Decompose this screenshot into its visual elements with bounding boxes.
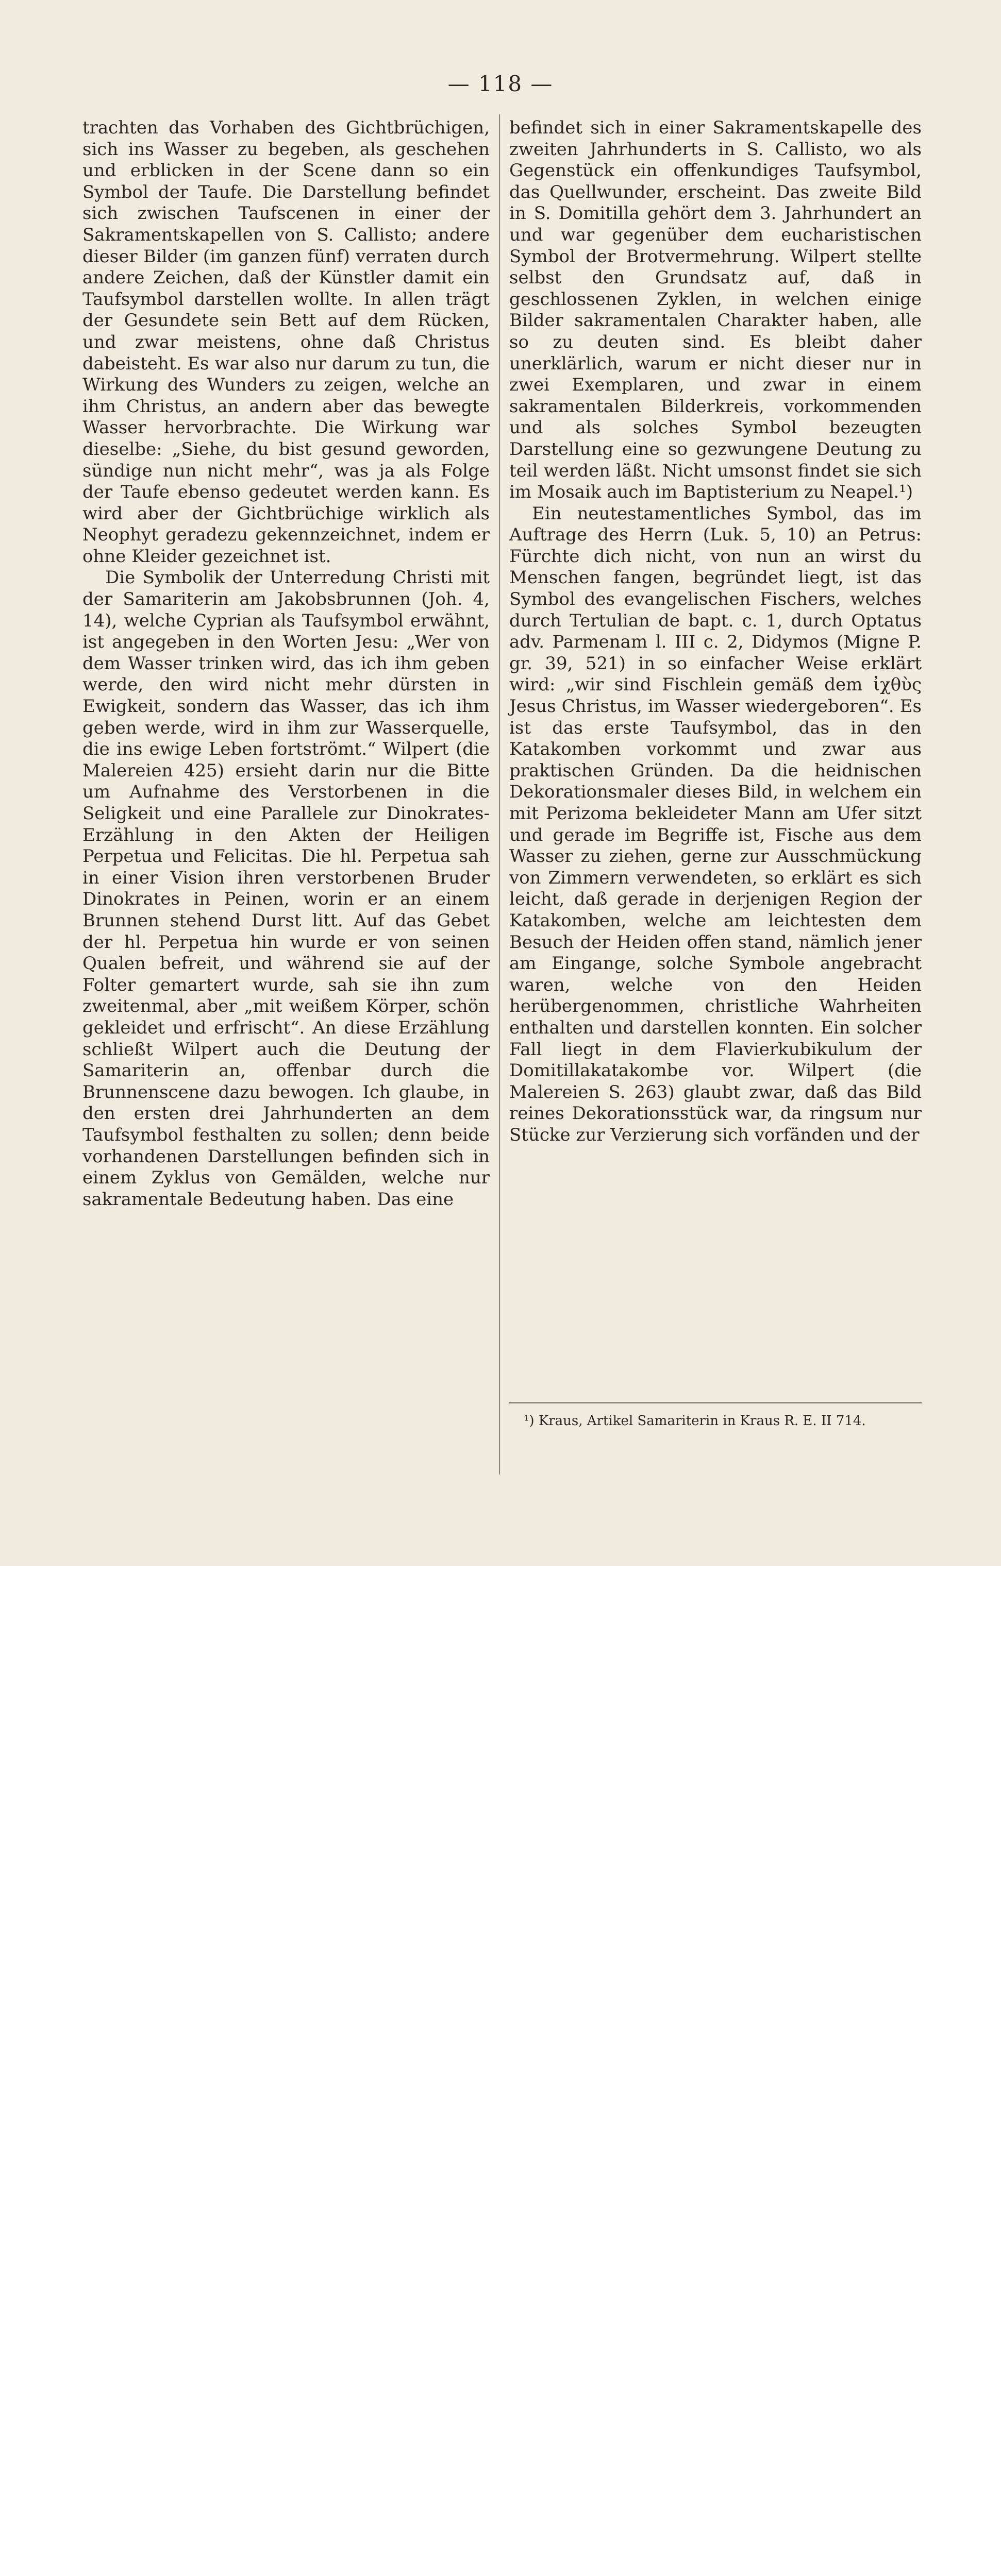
footnote: ¹) Kraus, Artikel Samariterin in Kraus R. E. II 714. <box>524 1413 866 1429</box>
left-paragraph-2: Die Symbolik der Unterredung Christi mit der Samariterin am Jakobsbrunnen (Joh. 4, 14), welche Cyprian als Taufsymbol erwähnt, ist angegeben in den Worten Jesu: „Wer von dem Wasser trinken wird, das ich ihm geben werde, den wird nicht mehr dürsten in Ewigkeit, sondern das Wasser, das ich ihm geben werde, wird in ihm zur Wasserquelle, die ins ewige Leben fortströmt.“ Wilpert (die Malereien 425) ersieht darin nur die Bitte um Aufnahme des Verstorbenen in die Seligkeit und eine Parallele zur Dinokrates-Erzählung in den Akten der Heiligen Perpetua und Felicitas. Die hl. Perpetua sah in einer Vision ihren verstorbenen Bruder Dinokrates in Peinen, worin er an einem Brunnen stehend Durst litt. Auf das Gebet der hl. Perpetua hin wurde er von seinen Qualen befreit, und während sie auf der Folter gemartert wurde, sah sie ihn zum zweitenmal, aber „mit weißem Körper, schön gekleidet und erfrischt“. An diese Erzählung schließt Wilpert auch die Deutung der Samariterin an, offenbar durch die Brunnenscene dazu bewogen. Ich glaube, in den ersten drei Jahrhunderten an dem Taufsymbol festhalten zu sollen; denn beide vorhandenen Darstellungen befinden sich in einem Zyklus von Gemälden, welche nur sakramentale Bedeutung haben. Das eine <box>82 567 490 1210</box>
page-number: — 118 — <box>447 71 554 96</box>
footnote-rule <box>509 1402 922 1403</box>
right-column <box>509 117 922 1146</box>
column-divider <box>499 114 500 1475</box>
right-paragraph-1: befindet sich in einer Sakramentskapelle des zweiten Jahrhunderts in S. Callisto, wo als Gegenstück ein offenkundiges Taufsymbol, das Quellwunder, erscheint. Das zweite Bild in S. Domitilla gehört dem 3. Jahrhundert an und war gegenüber dem eucharistischen Symbol der Brotvermehrung. Wilpert stellte selbst den Grundsatz auf, daß in geschlossenen Zyklen, in welchen einige Bilder sakramentalen Charakter haben, alle so zu deuten sind. Es bleibt daher unerklärlich, warum er nicht dieser nur in zwei Exemplaren, und zwar in einem sakramentalen Bilderkreis, vorkommenden und als solches Symbol bezeugten Darstellung eine so gezwungene Deutung zu teil werden läßt. Nicht umsonst findet sie sich im Mosaik auch im Baptisterium zu Neapel.¹) <box>509 117 922 503</box>
right-paragraph-2: Ein neutestamentliches Symbol, das im Auftrage des Herrn (Luk. 5, 10) an Petrus: Fürchte dich nicht, von nun an wirst du Menschen fangen, begründet liegt, ist das Symbol des evangelischen Fischers, welches durch Tertulian de bapt. c. 1, durch Optatus adv. Parmenam l. III c. 2, Didymos (Migne P. gr. 39, 521) in so einfacher Weise erklärt wird: „wir sind Fischlein gemäß dem ἰχθὺς Jesus Christus, im Wasser wiedergeboren“. Es ist das erste Taufsymbol, das in den Katakomben vorkommt und zwar aus praktischen Gründen. Da die heidnischen Dekorationsmaler dieses Bild, in welchem ein mit Perizoma bekleideter Mann am Ufer sitzt und gerade im Begriffe ist, Fische aus dem Wasser zu ziehen, gerne zur Ausschmückung von Zimmern verwendeten, so erklärt es sich leicht, daß gerade in derjenigen Region der Katakomben, welche am leichtesten dem Besuch der Heiden offen stand, nämlich jener am Eingange, solche Symbole angebracht waren, welche von den Heiden herübergenommen, christliche Wahrheiten enthalten und darstellen konnten. Ein solcher Fall liegt in dem Flavierkubikulum der Domitillakatakombe vor. Wilpert (die Malereien S. 263) glaubt zwar, daß das Bild reines Dekorationsstück war, da ringsum nur Stücke zur Verzierung sich vorfänden und der <box>509 503 922 1145</box>
left-column <box>82 117 490 1210</box>
left-paragraph-1: trachten das Vorhaben des Gichtbrüchigen, sich ins Wasser zu begeben, als geschehen und erblicken in der Scene dann so ein Symbol der Taufe. Die Darstellung befindet sich zwischen Taufscenen in einer der Sakramentskapellen von S. Callisto; andere dieser Bilder (im ganzen fünf) verraten durch andere Zeichen, daß der Künstler damit ein Taufsymbol darstellen wollte. In allen trägt der Gesundete sein Bett auf dem Rücken, und zwar meistens, ohne daß Christus dabeisteht. Es war also nur darum zu tun, die Wirkung des Wunders zu zeigen, welche an ihm Christus, an andern aber das bewegte Wasser hervorbrachte. Die Wirkung war dieselbe: „Siehe, du bist gesund geworden, sündige nun nicht mehr“, was ja als Folge der Taufe ebenso gedeutet werden kann. Es wird aber der Gichtbrüchige wirklich als Neophyt geradezu gekennzeichnet, indem er ohne Kleider gezeichnet ist. <box>82 117 490 567</box>
digitization-footer <box>0 1566 1001 1650</box>
